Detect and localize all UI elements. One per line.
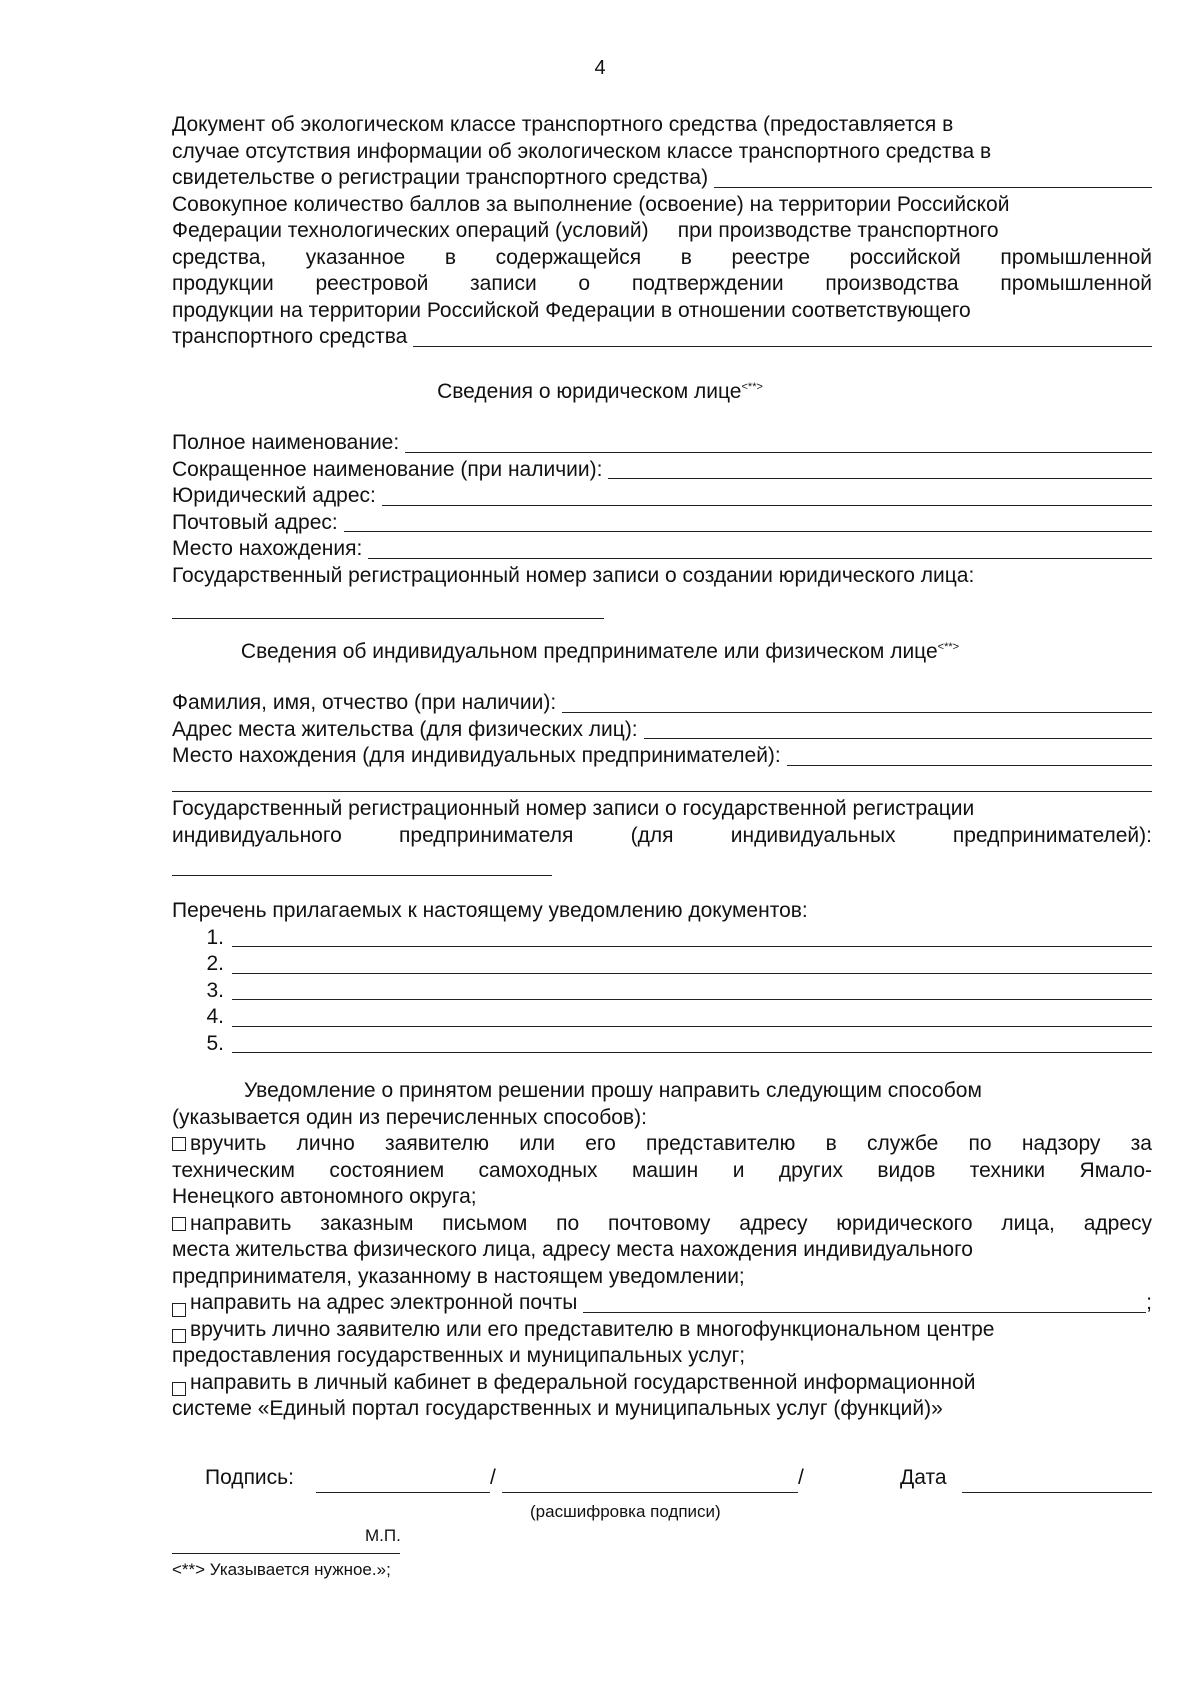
full-name-label: Полное наименование: [172,431,400,454]
attachment-item: 3. [172,978,1152,1005]
eco-doc-line-1: Документ об экологическом классе транспортного средства (предоставляется в [172,113,954,136]
option-2-checkbox[interactable] [172,1217,186,1231]
attachments-block [172,898,1152,1057]
signature-decode-caption: (расшифровка подписи) [530,1502,721,1521]
attachment-field-3[interactable] [232,999,1152,1000]
individual-heading: Сведения об индивидуальном предпринимателе или физическом лице<**> [240,640,960,663]
option-3-checkbox[interactable] [172,1303,186,1317]
short-name-field[interactable] [608,477,1152,479]
ogrn-label: Государственный регистрационный номер записи о создании юридического лица: [172,563,975,587]
ogrnip-field[interactable] [172,875,552,876]
ip-location-field-2[interactable] [172,790,1152,792]
points-field[interactable] [413,345,1152,347]
stamp-label: М.П. [365,1526,401,1545]
fio-label: Фамилия, имя, отчество (при наличии): [172,691,557,714]
notification-intro-2: (указывается один из перечисленных способов): [172,1105,647,1129]
attachment-item: 4. [172,1004,1152,1031]
attachment-field-1[interactable] [232,946,1152,947]
footnote: <**> Указывается нужное.»; [172,1560,391,1579]
option-5-checkbox[interactable] [172,1382,186,1396]
attachment-field-5[interactable] [232,1052,1152,1053]
attachment-field-2[interactable] [232,973,1152,974]
footnote-separator [172,1553,400,1554]
option-4-checkbox[interactable] [172,1329,186,1343]
eco-class-block [172,112,1152,351]
points-line-6: транспортного средства [172,325,408,348]
signature-slash-2: / [798,1466,804,1489]
eco-doc-line-3: свидетельстве о регистрации транспортного средства) [172,166,709,189]
postal-address-field[interactable] [344,530,1152,532]
points-line-1: Совокупное количество баллов за выполнение (освоение) на территории Российской [172,192,1010,216]
email-field[interactable] [583,1311,1146,1313]
option-2: направить заказным письмом по почтовому адресу юридического лица, адресу [172,1211,1152,1238]
legal-entity-fields [172,430,1152,589]
signature-decode-field[interactable] [502,1492,798,1493]
fio-field[interactable] [562,711,1152,713]
individual-fields [172,690,1152,849]
date-label: Дата [900,1466,947,1489]
notification-intro-1: Уведомление о принятом решении прошу направить следующим способом [244,1079,982,1102]
signature-field[interactable] [316,1492,490,1493]
postal-address-label: Почтовый адрес: [172,510,338,534]
signature-label: Подпись: [205,1466,294,1489]
legal-address-field[interactable] [382,504,1152,506]
eco-doc-field[interactable] [714,186,1152,188]
residence-field[interactable] [644,737,1152,739]
eco-doc-line-2: случае отсутствия информации об экологическом классе транспортного средства в [172,139,992,163]
page-number: 4 [594,57,606,79]
attachments-title: Перечень прилагаемых к настоящему уведомлению документов: [172,899,808,922]
option-4: вручить лично заявителю или его представителю в многофункциональном центре [172,1317,1152,1344]
points-line-5: продукции на территории Российской Федерации в отношении соответствующего [172,298,971,322]
location-label: Место нахождения: [172,537,363,560]
points-line-4: продукции реестровой записи о подтверждении производства промышленной [172,272,1152,295]
legal-address-label: Юридический адрес: [172,484,376,507]
legal-entity-heading: Сведения о юридическом лице<**> [437,380,763,403]
option-3: направить на адрес электронной почты ; [172,1290,1152,1317]
notification-block: Уведомление о принятом решении прошу направить следующим способом (указывается один из перечисленных способов): вручить лично заявителю или его представителю в службе по надзору за техническим состоянием самоходных машин и других видов техники Ямало- Ненецкого автономного округа; направить заказным письмом по почтовому адресу юридического лица, адресу места жительства физического лица, адресу места нахождения индивидуального предпринимателя, указанному в настоящем уведомлении; направить на адрес электронной почты ; вручить лично заявителю или его представителю в многофункциональном центре предоставления государственных и муниципальных услуг; направить в личный кабинет в федеральной государственной информационной системе «Единый портал государственных и муниципальных услуг (функций)» [172,1079,1152,1420]
attachment-item: 5. [172,1031,1152,1058]
residence-label: Адрес места жительства (для физических лиц): [172,717,638,741]
full-name-field[interactable] [405,451,1152,453]
option-5: направить в личный кабинет в федеральной государственной информационной [172,1370,1152,1397]
ip-location-field[interactable] [787,764,1152,766]
option-1: вручить лично заявителю или его представителю в службе по надзору за [172,1131,1152,1158]
points-line-3: средства, указанное в содержащейся в реестре российской промышленной [172,245,1152,269]
points-line-2: Федерации технологических операций (условий) при производстве транспортного [172,219,999,242]
location-field[interactable] [368,557,1152,559]
ogrn-field[interactable] [172,618,604,619]
date-field[interactable] [962,1492,1152,1493]
attachment-item: 2. [172,951,1152,978]
ogrnip-label-2: индивидуального предпринимателя (для индивидуальных предпринимателей): [172,823,1152,847]
ogrnip-label-1: Государственный регистрационный номер записи о государственной регистрации [172,797,975,820]
short-name-label: Сокращенное наименование (при наличии): [172,457,603,481]
attachment-field-4[interactable] [232,1026,1152,1027]
signature-slash-1: / [490,1466,496,1489]
attachment-item: 1. [172,925,1152,952]
option-1-checkbox[interactable] [172,1137,186,1151]
ip-location-label: Место нахождения (для индивидуальных предпринимателей): [172,744,781,767]
